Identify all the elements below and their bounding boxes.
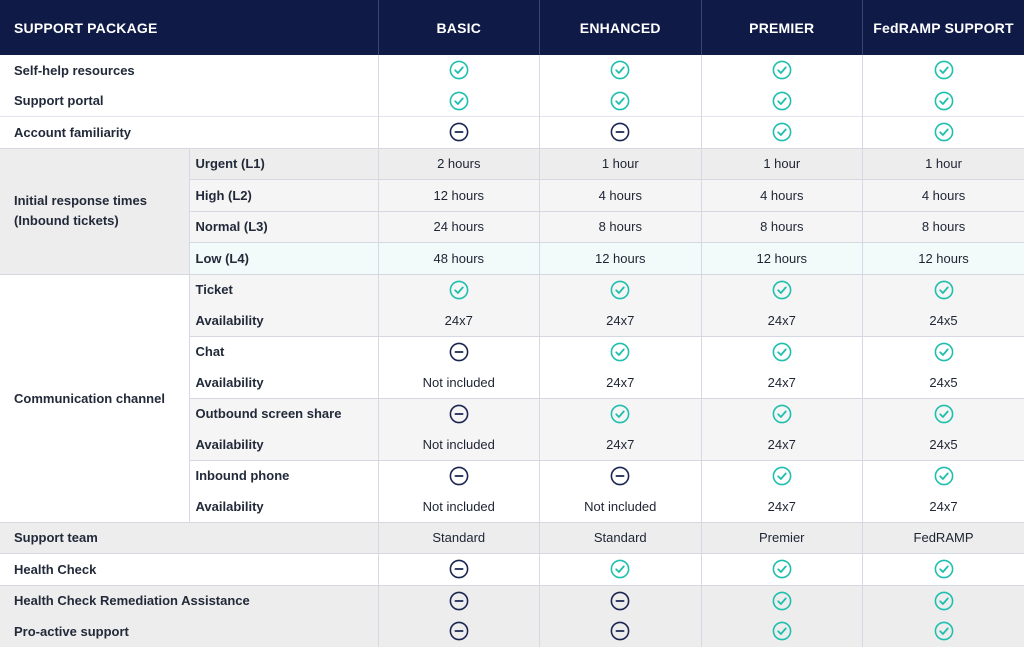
cell-fedramp: 12 hours [863,243,1024,275]
row-label: Self-help resources [14,62,135,78]
check-circle-icon [772,404,792,424]
cell-enhanced [540,117,702,149]
sublabel-low: Low (L4) [189,243,378,275]
minus-circle-icon [610,466,630,486]
cell-enhanced: Not included [540,491,702,522]
cell-premier [701,55,863,86]
cell-basic [378,398,540,429]
check-circle-icon [934,60,954,80]
check-circle-icon [934,404,954,424]
sublabel-phone: Inbound phone [189,460,378,491]
row-support-portal [0,86,1024,117]
cell-basic [378,336,540,367]
cell-enhanced: 4 hours [540,180,702,212]
cell-premier: 8 hours [701,211,863,243]
cell-fedramp [863,398,1024,429]
cell-enhanced [540,585,702,616]
cell-enhanced: 1 hour [540,148,702,180]
cell-fedramp [863,86,1024,117]
cell-premier [701,585,863,616]
cell-premier: 24x7 [701,491,863,522]
cell-enhanced [540,460,702,491]
row-self-help [0,55,1024,86]
check-circle-icon [772,280,792,300]
communication-channel-label: Communication channel [0,274,189,522]
check-circle-icon [772,621,792,641]
response-times-label-line1: Initial response times [14,193,147,208]
cell-premier [701,460,863,491]
cell-basic [378,274,540,305]
cell-basic [378,460,540,491]
minus-circle-icon [610,621,630,641]
cell-premier [701,86,863,117]
check-circle-icon [772,91,792,111]
response-times-label [0,148,189,274]
cell-basic [378,86,540,117]
cell-fedramp [863,616,1024,647]
check-circle-icon [934,591,954,611]
cell-fedramp: 1 hour [863,148,1024,180]
cell-basic: 48 hours [378,243,540,275]
cell-premier [701,274,863,305]
cell-basic: Not included [378,429,540,460]
cell-enhanced [540,336,702,367]
cell-enhanced [540,274,702,305]
check-circle-icon [772,591,792,611]
minus-circle-icon [610,122,630,142]
sublabel-chat: Chat [189,336,378,367]
cell-premier [701,336,863,367]
sublabel-availability: Availability [189,491,378,522]
cell-basic: 12 hours [378,180,540,212]
cell-basic [378,117,540,149]
cell-enhanced [540,554,702,586]
cell-fedramp [863,585,1024,616]
cell-basic: 2 hours [378,148,540,180]
cell-premier: 24x7 [701,305,863,336]
cell-enhanced: 24x7 [540,367,702,398]
sublabel-availability: Availability [189,305,378,336]
row-label: Support portal [14,93,104,109]
minus-circle-icon [449,466,469,486]
cell-enhanced: 24x7 [540,305,702,336]
minus-circle-icon [449,621,469,641]
row-proactive [0,616,1024,647]
row-label: Health Check Remediation Assistance [14,593,250,609]
header-basic: BASIC [378,0,540,55]
cell-fedramp [863,336,1024,367]
cell-premier [701,398,863,429]
row-label: Support team [14,530,98,546]
check-circle-icon [449,280,469,300]
row-response-urgent [0,148,1024,180]
cell-basic: 24 hours [378,211,540,243]
check-circle-icon [610,559,630,579]
cell-fedramp: FedRAMP [863,522,1024,554]
cell-basic [378,554,540,586]
cell-enhanced: Standard [540,522,702,554]
sublabel-availability: Availability [189,367,378,398]
cell-fedramp: 24x5 [863,367,1024,398]
sublabel-high: High (L2) [189,180,378,212]
header-enhanced: ENHANCED [540,0,702,55]
cell-fedramp [863,55,1024,86]
cell-enhanced: 24x7 [540,429,702,460]
check-circle-icon [772,466,792,486]
check-circle-icon [934,91,954,111]
minus-circle-icon [449,404,469,424]
cell-premier: 24x7 [701,367,863,398]
cell-premier: 12 hours [701,243,863,275]
cell-basic: Not included [378,367,540,398]
minus-circle-icon [449,559,469,579]
sublabel-screen-share: Outbound screen share [189,398,378,429]
cell-premier: 1 hour [701,148,863,180]
cell-fedramp [863,274,1024,305]
cell-fedramp [863,554,1024,586]
row-label: Pro-active support [14,623,129,639]
cell-basic: Standard [378,522,540,554]
check-circle-icon [610,280,630,300]
minus-circle-icon [449,591,469,611]
cell-premier [701,117,863,149]
sublabel-availability: Availability [189,429,378,460]
cell-fedramp: 24x5 [863,429,1024,460]
check-circle-icon [610,91,630,111]
cell-premier [701,616,863,647]
cell-fedramp: 24x7 [863,491,1024,522]
check-circle-icon [772,122,792,142]
check-circle-icon [610,404,630,424]
sublabel-normal: Normal (L3) [189,211,378,243]
check-circle-icon [934,280,954,300]
check-circle-icon [934,621,954,641]
minus-circle-icon [449,342,469,362]
check-circle-icon [610,60,630,80]
row-health-check [0,554,1024,586]
check-circle-icon [449,60,469,80]
check-circle-icon [772,559,792,579]
check-circle-icon [934,342,954,362]
row-account-familiarity [0,117,1024,149]
row-support-team [0,522,1024,554]
cell-enhanced: 12 hours [540,243,702,275]
cell-basic: 24x7 [378,305,540,336]
header-support-package: SUPPORT PACKAGE [0,0,378,55]
minus-circle-icon [449,122,469,142]
cell-basic [378,585,540,616]
check-circle-icon [772,60,792,80]
header-premier: PREMIER [701,0,863,55]
table-header-row [0,0,1024,55]
cell-basic: Not included [378,491,540,522]
row-comm-ticket [0,274,1024,305]
check-circle-icon [610,342,630,362]
cell-fedramp: 4 hours [863,180,1024,212]
cell-premier [701,554,863,586]
cell-basic [378,55,540,86]
cell-enhanced: 8 hours [540,211,702,243]
response-times-label-line2: (Inbound tickets) [14,213,119,228]
cell-enhanced [540,55,702,86]
sublabel-ticket: Ticket [189,274,378,305]
row-remediation [0,585,1024,616]
check-circle-icon [449,91,469,111]
header-fedramp: FedRAMP SUPPORT [863,0,1024,55]
row-label: Account familiarity [14,124,132,140]
check-circle-icon [772,342,792,362]
cell-basic [378,616,540,647]
minus-circle-icon [610,591,630,611]
cell-enhanced [540,398,702,429]
check-circle-icon [934,122,954,142]
cell-premier: Premier [701,522,863,554]
check-circle-icon [934,559,954,579]
row-label: Health Check [14,561,97,577]
cell-enhanced [540,86,702,117]
cell-fedramp [863,117,1024,149]
check-circle-icon [934,466,954,486]
sublabel-urgent: Urgent (L1) [189,148,378,180]
cell-fedramp: 8 hours [863,211,1024,243]
cell-enhanced [540,616,702,647]
cell-fedramp [863,460,1024,491]
cell-premier: 4 hours [701,180,863,212]
cell-premier: 24x7 [701,429,863,460]
cell-fedramp: 24x5 [863,305,1024,336]
